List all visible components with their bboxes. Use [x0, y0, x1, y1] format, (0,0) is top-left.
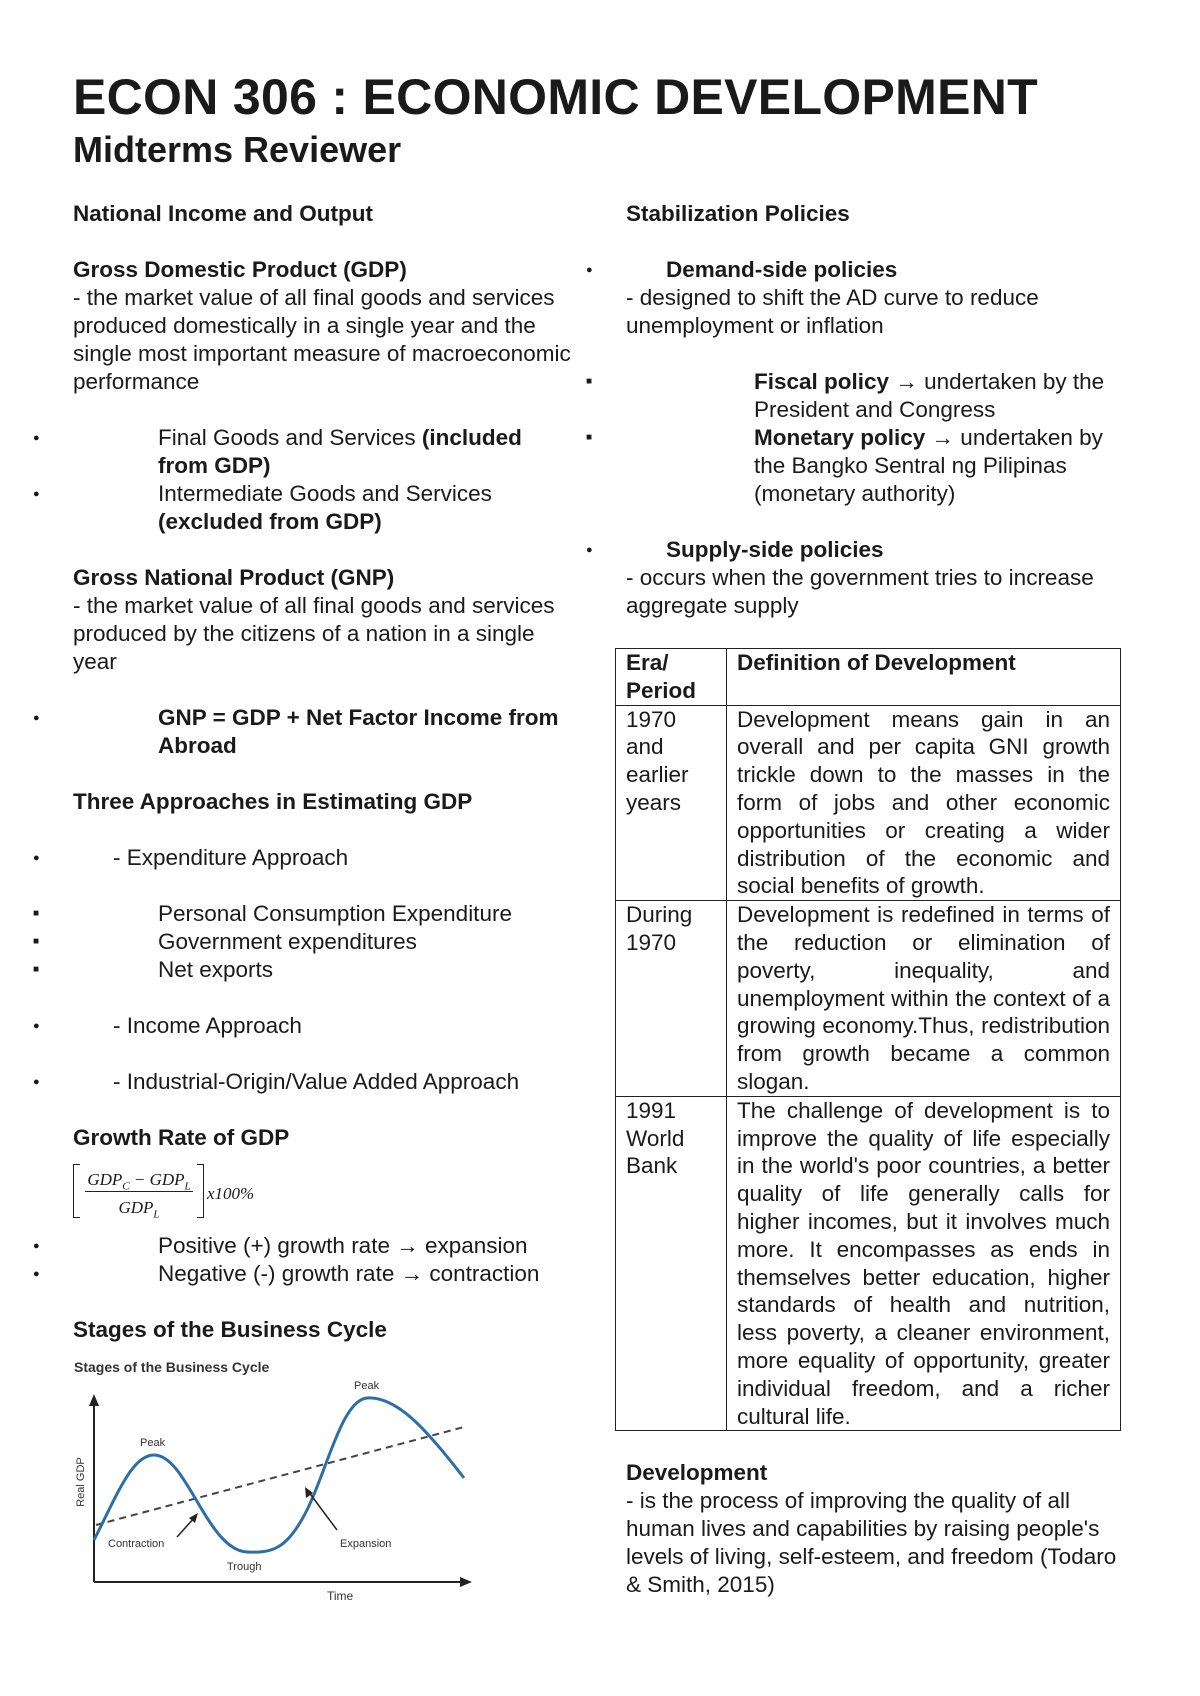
y-axis-label: Real GDP	[75, 1457, 87, 1507]
business-cycle-chart	[72, 1360, 482, 1600]
list-item: ■ Net exports	[73, 956, 573, 984]
x-axis-label: Time	[327, 1589, 354, 1600]
list-item: ■ Government expenditures	[73, 928, 573, 956]
page-title: ECON 306 : ECONOMIC DEVELOPMENT	[73, 69, 1038, 125]
gnp-heading: Gross National Product (GNP)	[73, 565, 395, 590]
contraction-label: Contraction	[108, 1538, 165, 1550]
approaches-heading: Three Approaches in Estimating GDP	[73, 789, 473, 814]
cycle-heading: Stages of the Business Cycle	[73, 1317, 387, 1342]
section-heading: Stabilization Policies	[626, 201, 850, 226]
demand-definition: - designed to shift the AD curve to reduce unemployment or inflation	[626, 285, 1039, 338]
table-cell: Development is redefined in terms of the reduction or elimination of poverty, inequality, and unemployment within the context of a growing economy.Thus, redistribution from growth became a common slogan.	[727, 901, 1121, 1097]
list-item: ■ Personal Consumption Expenditure	[73, 900, 573, 928]
table-cell: 1991 World Bank	[616, 1096, 727, 1431]
gdp-heading: Gross Domestic Product (GDP)	[73, 257, 407, 282]
development-heading: Development	[626, 1460, 768, 1486]
demand-heading: ● Demand-side policies	[626, 256, 1136, 284]
peak-label: Peak	[140, 1437, 166, 1449]
table-cell: Development means gain in an overall and per capita GNI growth trickle down to the masses in the form of jobs and other economic opportunities or creating a wider distribution of the economic and social benefits of growth.	[727, 705, 1121, 901]
approach-item: ● - Expenditure Approach	[73, 844, 573, 872]
supply-definition: - occurs when the government tries to increase aggregate supply	[626, 565, 1094, 618]
approach-item: ● - Income Approach	[73, 1012, 573, 1040]
chart-title: Stages of the Business Cycle	[74, 1360, 270, 1375]
list-item: ● Intermediate Goods and Services (excluded from GDP)	[73, 480, 573, 536]
table-cell: During 1970	[616, 901, 727, 1097]
list-item: ■ Fiscal policy → undertaken by the President and Congress	[626, 368, 1136, 424]
table-cell: The challenge of development is to improve the quality of life especially in the world's poor countries, a better quality of life generally calls for higher incomes, but it involves much more. It encompasses as ends in themselves better education, higher standards of health and nutrition, less poverty, a cleaner environment, more equality of opportunity, greater individual freedom, and a richer cultural life.	[727, 1096, 1121, 1431]
table-cell: 1970 and earlier years	[616, 705, 727, 901]
gdp-list	[73, 424, 573, 536]
peak-label: Peak	[354, 1380, 380, 1392]
table-header: Definition of Development	[727, 649, 1121, 706]
section-heading: National Income and Output	[73, 201, 374, 226]
table-row	[616, 1096, 1121, 1431]
growth-formula: $GDP_C - GDP_L$ $GDP_L$ x100%	[73, 1162, 273, 1222]
expansion-label: Expansion	[340, 1538, 392, 1550]
list-item: ● Final Goods and Services (included from GDP)	[73, 424, 573, 480]
table-header-row	[616, 649, 1121, 706]
supply-heading: ● Supply-side policies	[626, 536, 1136, 564]
list-item: ● Negative (-) growth rate → contraction	[73, 1260, 573, 1288]
development-table	[615, 648, 1121, 1431]
trough-label: Trough	[227, 1561, 262, 1573]
cycle-curve	[94, 1398, 464, 1552]
table-header: Era/ Period	[616, 649, 727, 706]
gnp-definition: - the market value of all final goods and services produced by the citizens of a nation in a single year	[73, 593, 555, 674]
list-item: ● Positive (+) growth rate → expansion	[73, 1232, 573, 1260]
right-column	[626, 200, 1136, 1599]
approach-item: ● - Industrial-Origin/Value Added Approach	[73, 1068, 573, 1096]
gnp-formula: ● GNP = GDP + Net Factor Income from Abroad	[73, 704, 573, 760]
growth-heading: Growth Rate of GDP	[73, 1125, 290, 1150]
list-item: ■ Monetary policy → undertaken by the Bangko Sentral ng Pilipinas (monetary authority)	[626, 424, 1136, 508]
table-row	[616, 901, 1121, 1097]
table-row	[616, 705, 1121, 901]
gdp-definition: - the market value of all final goods and services produced domestically in a single year and the single most important measure of macroeconomic performance	[73, 285, 571, 394]
left-column	[73, 200, 573, 1344]
development-definition: - is the process of improving the quality of all human lives and capabilities by raising people's levels of living, self-esteem, and freedom (Todaro & Smith, 2015)	[626, 1488, 1117, 1598]
page-subtitle: Midterms Reviewer	[73, 129, 402, 170]
